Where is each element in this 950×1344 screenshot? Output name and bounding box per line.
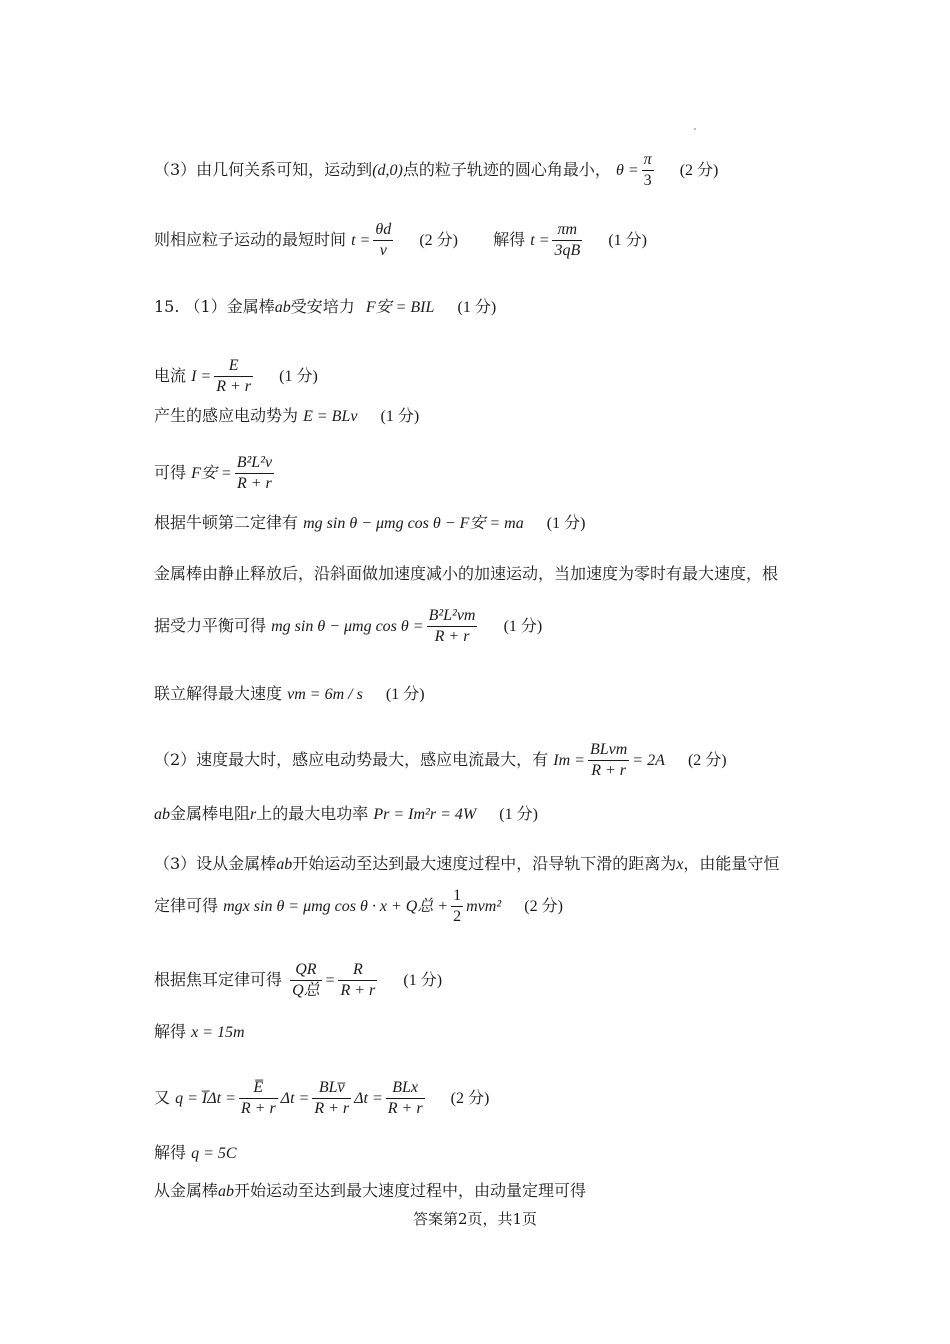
denominator: R + r xyxy=(240,1100,276,1117)
math: ab xyxy=(154,806,170,823)
text: 电流 xyxy=(154,366,187,385)
math: Δt = xyxy=(280,1090,310,1107)
math: E = BLv xyxy=(303,408,358,425)
math: (d,0) xyxy=(372,162,403,179)
text: 据受力平衡可得 xyxy=(154,616,267,635)
line-solve-q xyxy=(154,1142,820,1165)
numerator: BLvm xyxy=(588,740,629,761)
numerator: πm xyxy=(552,220,582,241)
denominator: 3qB xyxy=(554,242,581,259)
fraction xyxy=(386,1078,425,1119)
line-15-1 xyxy=(154,296,820,319)
line-power xyxy=(154,803,820,826)
score: (1 分) xyxy=(385,686,425,703)
scan-speck xyxy=(694,128,696,130)
line-balance xyxy=(154,606,820,647)
denominator: R + r xyxy=(387,1100,423,1117)
math: mg sin θ − μmg cos θ − F安 = ma xyxy=(303,515,524,532)
math: = xyxy=(324,972,336,989)
math: mgx sin θ = μmg cos θ · x + Q总 + xyxy=(223,898,449,915)
line-energy xyxy=(154,886,820,927)
score: (2 分) xyxy=(687,752,727,769)
math: ab xyxy=(274,299,291,316)
math: Δt = xyxy=(354,1090,383,1107)
math: F安 = xyxy=(191,465,232,482)
math: ab xyxy=(276,856,293,873)
line-solve-x xyxy=(154,1021,820,1044)
score: (1 分) xyxy=(546,515,586,532)
text: 解得 xyxy=(493,230,526,249)
fraction xyxy=(290,960,322,1001)
numerator: 1 xyxy=(451,886,463,907)
math: = 2A xyxy=(632,752,665,769)
math: t = xyxy=(530,232,550,249)
fraction xyxy=(552,220,582,261)
text: 开始运动至达到最大速度过程中，沿导轨下滑的距离为 xyxy=(292,854,677,873)
math: I = xyxy=(191,368,212,385)
numerator: π xyxy=(642,150,654,171)
score: (1 分) xyxy=(503,618,543,635)
line-charge xyxy=(154,1078,820,1119)
fraction xyxy=(312,1078,351,1119)
score: (2 分) xyxy=(419,232,458,249)
math: F安 = BIL xyxy=(365,299,435,316)
fraction xyxy=(588,740,629,781)
fraction xyxy=(427,606,478,647)
text: 从金属棒 xyxy=(154,1181,219,1200)
text: ，由能量守恒 xyxy=(683,854,780,873)
text: 联立解得最大速度 xyxy=(154,684,283,703)
denominator: R + r xyxy=(340,982,376,999)
line-joule xyxy=(154,960,820,1001)
line-15-2 xyxy=(154,740,820,781)
numerator: E xyxy=(214,356,253,377)
math: q = 5C xyxy=(191,1145,237,1162)
math: mg sin θ − μmg cos θ = xyxy=(271,618,424,635)
math: x xyxy=(676,856,684,873)
math: x = 15m xyxy=(191,1024,245,1041)
text: 定律可得 xyxy=(154,896,219,915)
denominator: R + r xyxy=(216,378,252,395)
text: 根据牛顿第二定律有 xyxy=(154,513,299,532)
score: (2 分) xyxy=(450,1090,490,1107)
denominator: R + r xyxy=(314,1100,350,1117)
line-explanation xyxy=(154,563,820,585)
text: 则相应粒子运动的最短时间 xyxy=(154,230,347,249)
score: (1 分) xyxy=(499,806,538,823)
fraction xyxy=(214,356,253,397)
fraction xyxy=(642,150,654,191)
fraction xyxy=(235,453,274,494)
line-3-angle xyxy=(154,150,820,191)
page-footer: 答案第2页，共1页 xyxy=(412,1210,538,1228)
numerator: BLx xyxy=(386,1078,425,1099)
fraction xyxy=(451,886,463,927)
math: θ = xyxy=(615,162,639,179)
score: (1 分) xyxy=(403,972,443,989)
score: (2 分) xyxy=(679,162,719,179)
numerator: QR xyxy=(290,960,322,981)
text: 上的最大电功率 xyxy=(256,804,369,823)
score: (1 分) xyxy=(279,368,318,385)
line-force xyxy=(154,453,820,494)
text: 受安培力 xyxy=(290,297,355,316)
line-current xyxy=(154,356,820,397)
math: vm = 6m / s xyxy=(287,686,363,703)
text: （3）由几何关系可知，运动到 xyxy=(154,160,373,179)
text: 开始运动至达到最大速度过程中，由动量定理可得 xyxy=(234,1181,587,1200)
denominator: R + r xyxy=(591,762,627,779)
denominator: R + r xyxy=(434,628,470,645)
text: 又 xyxy=(154,1088,171,1107)
denominator: 3 xyxy=(643,172,652,189)
text: 金属棒由静止释放后，沿斜面做加速度减小的加速运动，当加速度为零时有最大速度，根 xyxy=(154,564,779,583)
text: 根据焦耳定律可得 xyxy=(154,970,283,989)
numerator: θd xyxy=(373,220,393,241)
denominator: R + r xyxy=(236,475,272,492)
fraction xyxy=(338,960,377,1001)
text: 可得 xyxy=(154,463,187,482)
line-min-time xyxy=(154,220,820,261)
numerator: E̅ xyxy=(239,1078,278,1099)
math: Pr = Im²r = 4W xyxy=(373,806,477,823)
line-newton xyxy=(154,512,820,535)
math: mvm² xyxy=(466,898,502,915)
line-emf xyxy=(154,405,820,428)
numerator: R xyxy=(338,960,377,981)
text: 解得 xyxy=(154,1022,187,1041)
numerator: B²L²v xyxy=(235,453,274,474)
text: 点的粒子轨迹的圆心角最小， xyxy=(402,160,611,179)
text: （2）速度最大时，感应电动势最大，感应电流最大，有 xyxy=(154,750,549,769)
math: q = I̅Δt = xyxy=(175,1090,236,1107)
text: 产生的感应电动势为 xyxy=(154,406,299,425)
text: 15. （1）金属棒 xyxy=(154,297,275,316)
math: Im = xyxy=(553,752,585,769)
score: (2 分) xyxy=(524,898,563,915)
score: (1 分) xyxy=(380,408,420,425)
fraction xyxy=(239,1078,278,1119)
text: 金属棒电阻 xyxy=(170,804,251,823)
score: (1 分) xyxy=(457,299,497,316)
numerator: BLv̅ xyxy=(312,1078,351,1099)
math: t = xyxy=(351,232,371,249)
text: （3）设从金属棒 xyxy=(154,854,277,873)
line-max-speed xyxy=(154,683,820,706)
math: ab xyxy=(218,1183,235,1200)
line-momentum xyxy=(154,1180,820,1203)
denominator: v xyxy=(379,242,387,259)
text: 解得 xyxy=(154,1143,187,1162)
denominator: 2 xyxy=(453,908,462,925)
fraction xyxy=(373,220,393,261)
denominator: Q总 xyxy=(292,982,320,999)
numerator: B²L²vm xyxy=(427,606,478,627)
math: r xyxy=(250,806,257,823)
score: (1 分) xyxy=(608,232,647,249)
line-15-3 xyxy=(154,853,820,876)
